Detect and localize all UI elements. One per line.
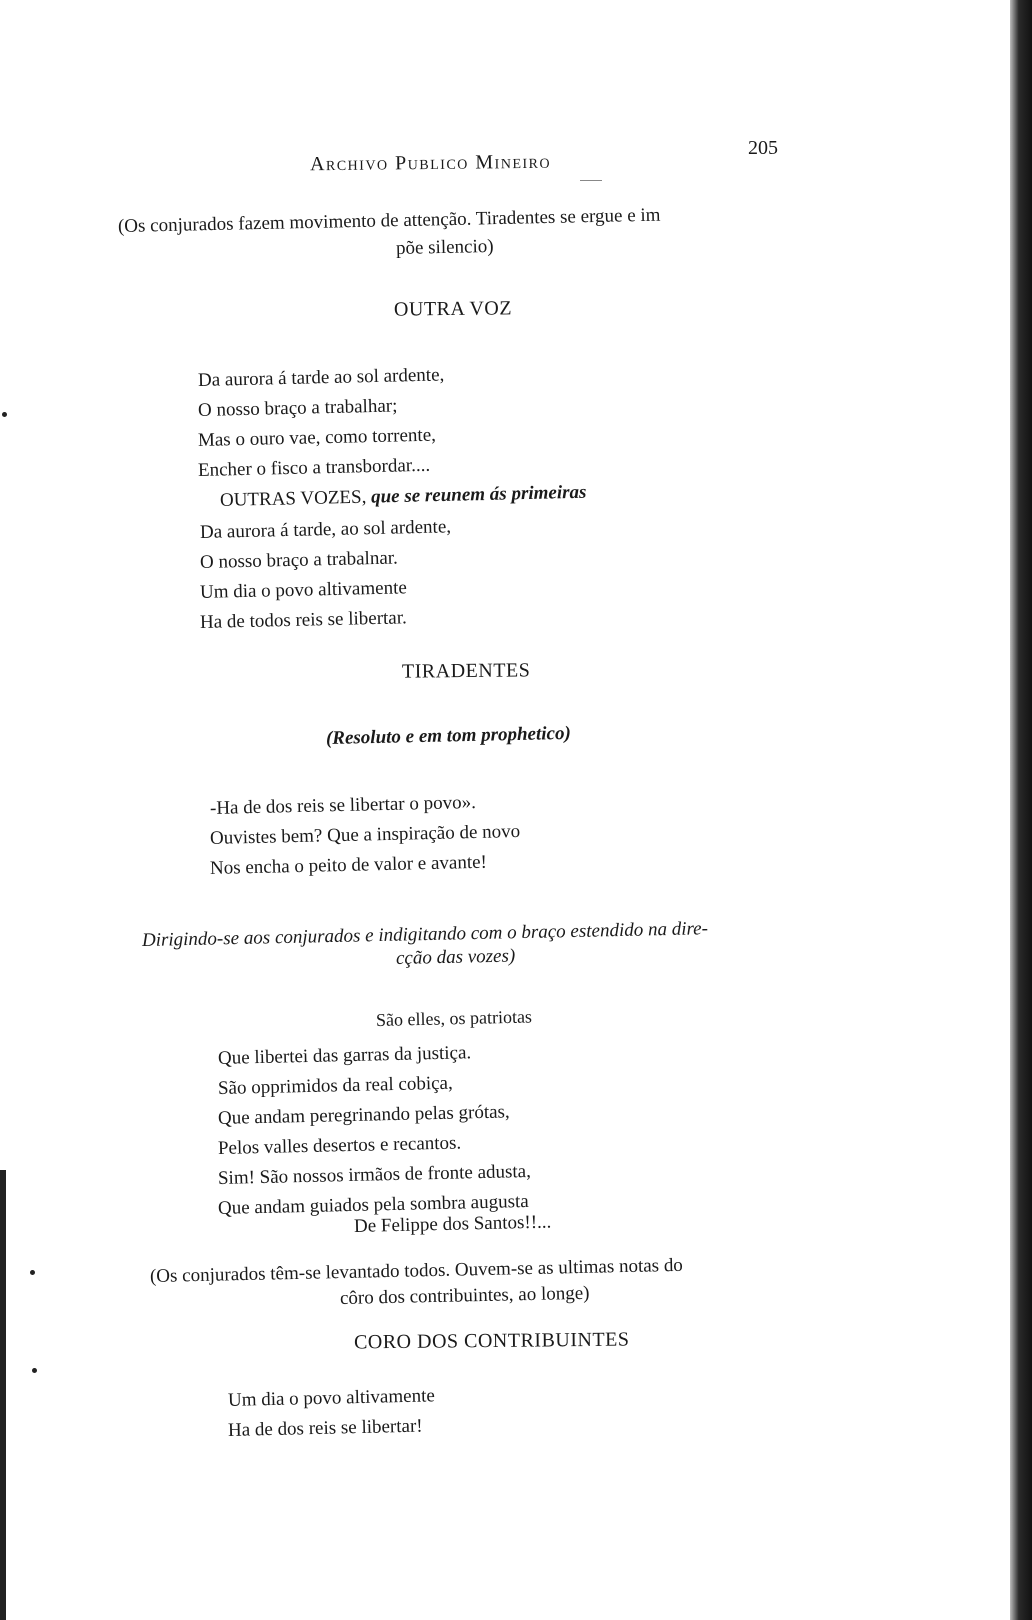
scan-speck (30, 1270, 35, 1275)
speaker-outra-voz: OUTRA VOZ (393, 297, 513, 321)
verse-line: Um dia o povo altivamente (199, 577, 408, 603)
verse-line: -Ha de dos reis se libertar o povo». (209, 791, 477, 819)
verse-line: Da aurora á tarde, ao sol ardente, (199, 516, 452, 543)
speaker-outras-vozes-note: que se reunem ás primeiras (370, 481, 587, 508)
speaker-outras-vozes (220, 482, 587, 512)
page-number: 205 (748, 137, 778, 159)
verse-line: Mas o ouro vae, como torrente, (197, 424, 437, 451)
speaker-outras-vozes-name: OUTRAS VOZES, (219, 486, 367, 511)
verse-line: Ha de dos reis se libertar! (227, 1415, 423, 1441)
running-header: Archivo Publico Mineiro (309, 150, 552, 176)
verse-line: Nos encha o peito de valor e avante! (209, 851, 488, 879)
verse-line: Que andam guiados pela sombra augusta (217, 1190, 529, 1219)
scan-speck (32, 1368, 37, 1373)
stage-direction-1-line2: põe silencio) (395, 235, 494, 259)
verse-line: Que andam peregrinando pelas grótas, (217, 1101, 510, 1129)
verse-line: O nosso braço a trabalhar; (197, 395, 398, 421)
verse-line: Ouvistes bem? Que a inspiração de novo (209, 820, 521, 849)
stage-direction-2-line1: Dirigindo-se aos conjurados e indigitando com o braço estendido na dire- (141, 918, 709, 951)
verse-line: Da aurora á tarde ao sol ardente, (197, 364, 445, 391)
verse-line: Um dia o povo altivamente (227, 1385, 436, 1411)
verse-line: São elles, os patriotas (375, 1006, 533, 1030)
verse-line: Ha de todos reis se libertar. (199, 607, 408, 633)
verse-line: São opprimidos da real cobiça, (217, 1072, 453, 1099)
verse-line: Sim! São nossos irmãos de fronte adusta, (217, 1160, 532, 1189)
stage-direction-1-line1: (Os conjurados fazem movimento de attenção. Tiradentes se ergue e im (117, 204, 661, 237)
stage-direction-3-line2: côro dos contribuintes, ao longe) (339, 1282, 590, 1309)
verse-line: Que libertei das garras da justiça. (217, 1042, 472, 1069)
verse-line: De Felippe dos Santos!!... (353, 1211, 552, 1237)
verse-line: Encher o fisco a transbordar.... (197, 454, 431, 481)
verse-line: O nosso braço a trabalnar. (199, 547, 399, 573)
speaker-coro-dos-contribuintes: CORO DOS CONTRIBUINTES (353, 1328, 630, 1354)
verse-line: Pelos valles desertos e recantos. (217, 1132, 462, 1159)
book-binding-shadow (1010, 0, 1032, 1620)
page-edge-shadow (0, 1170, 6, 1620)
stage-direction-3-line1: (Os conjurados têm-se levantado todos. Ouvem-se as ultimas notas do (149, 1254, 684, 1287)
stage-direction-2-line2: cção das vozes) (395, 945, 516, 969)
tiradentes-direction: (Resoluto e em tom prophetico) (325, 722, 572, 749)
scan-speck (2, 412, 7, 417)
header-rule (580, 180, 602, 181)
speaker-tiradentes: TIRADENTES (401, 659, 531, 683)
